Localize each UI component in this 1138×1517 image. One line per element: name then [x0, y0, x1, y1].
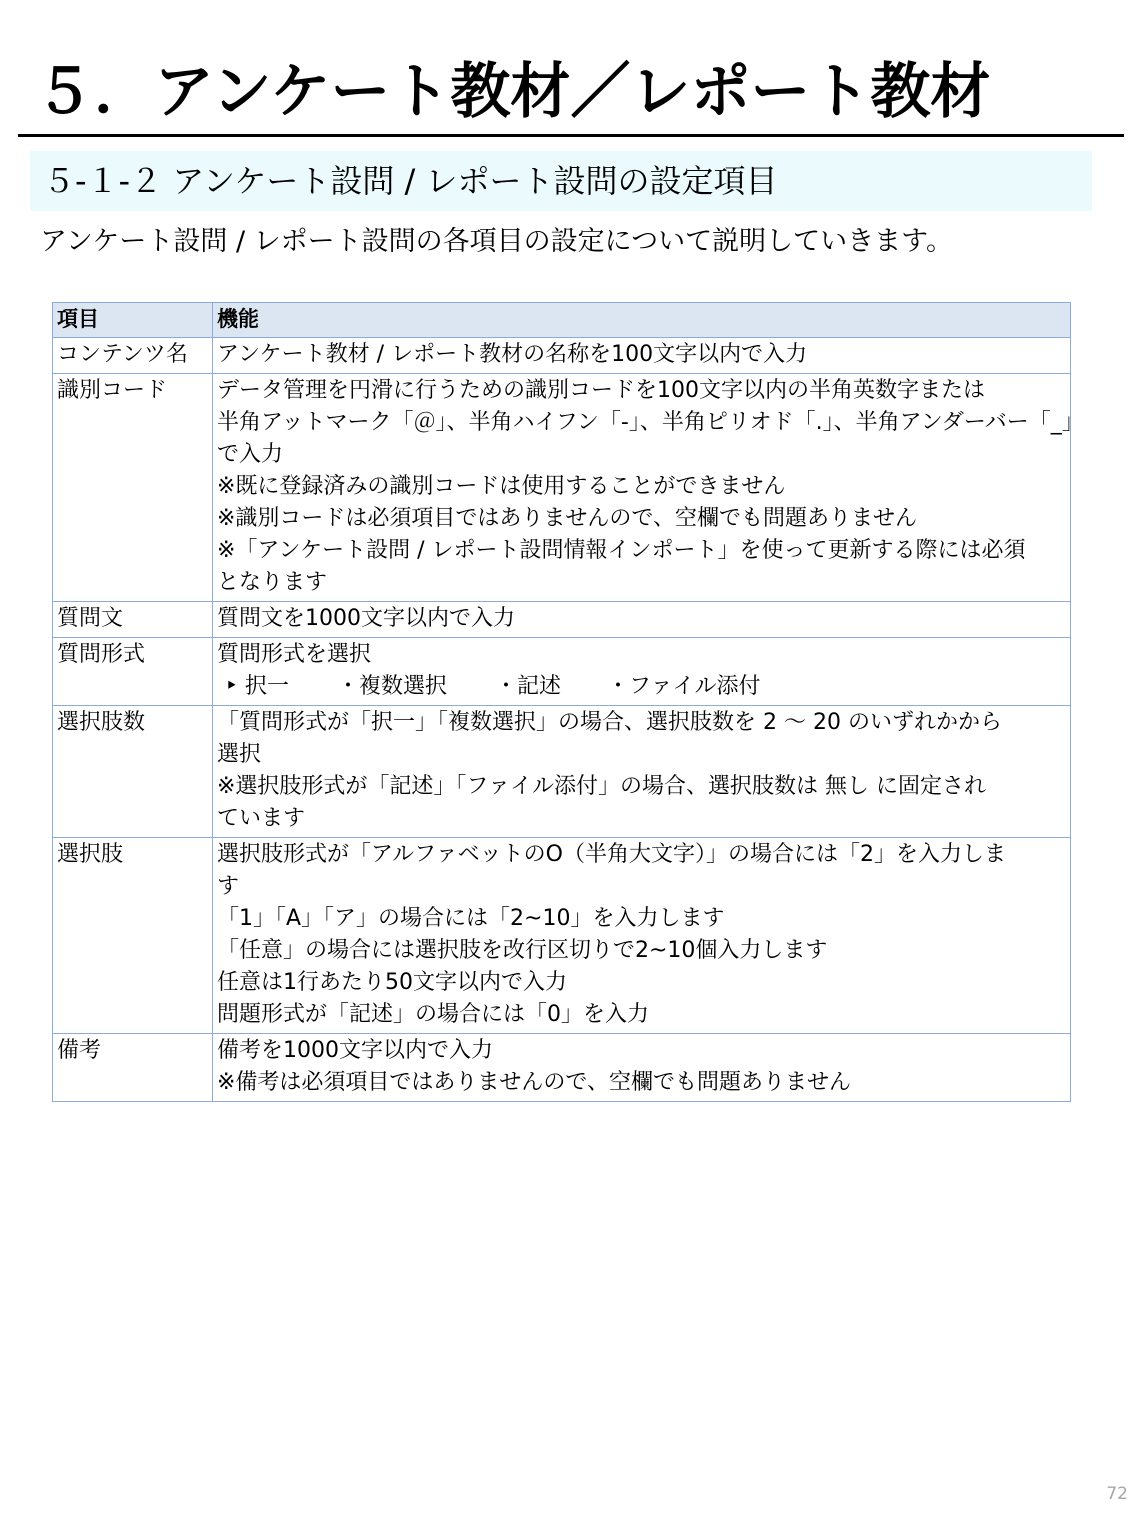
- description-line: アンケート教材 / レポート教材の名称を100文字以内で入力: [217, 342, 808, 367]
- option-file-attachment: ・ファイル添付: [607, 674, 761, 699]
- description-line: データ管理を円滑に行うための識別コードを100文字以内の半角英数字または: [217, 378, 985, 403]
- option-free-text: ・記述: [495, 674, 562, 699]
- row-item-label: 備考: [53, 1034, 213, 1102]
- table-row: [53, 706, 1071, 838]
- row-description: [213, 602, 1071, 638]
- description-line: 「質問形式が「択一」「複数選択」の場合、選択肢数を 2 ～ 20 のいずれかから: [217, 710, 1002, 735]
- table-row: [53, 338, 1071, 374]
- intro-text: アンケート設問 / レポート設問の各項目の設定について説明していきます。: [40, 226, 953, 257]
- header-item: 項目: [53, 303, 213, 338]
- row-item-label: コンテンツ名: [53, 338, 213, 374]
- description-line: 「任意」の場合には選択肢を改行区切りで2~10個入力します: [217, 938, 828, 963]
- description-line: ています: [217, 806, 306, 831]
- description-line: 質問文を1000文字以内で入力: [217, 606, 515, 631]
- row-description: [213, 374, 1084, 602]
- description-line: ※選択肢形式が「記述」「ファイル添付」の場合、選択肢数は 無し に固定され: [217, 774, 986, 799]
- description-line: ※識別コードは必須項目ではありませんので、空欄でも問題ありません: [217, 506, 917, 531]
- table-row: [53, 602, 1071, 638]
- description-line: 選択肢形式が「アルファベットのO（半角大文字）」の場合には「2」を入力しま: [217, 842, 1006, 867]
- table-row: [53, 374, 1071, 602]
- header-function: 機能: [213, 303, 1071, 338]
- row-item-label: 質問形式: [53, 638, 213, 706]
- table-header-row: [53, 303, 1071, 338]
- row-description: [213, 338, 1071, 374]
- row-description: [213, 706, 1071, 838]
- description-line: で入力: [217, 442, 284, 467]
- row-item-label: 質問文: [53, 602, 213, 638]
- description-line: 質問形式を選択: [217, 642, 372, 667]
- table-row: [53, 1034, 1071, 1102]
- description-line: 問題形式が「記述」の場合には「0」を入力: [217, 1002, 649, 1027]
- row-item-label: 識別コード: [53, 374, 213, 602]
- description-line: 任意は1行あたり50文字以内で入力: [217, 970, 567, 995]
- description-line: す: [217, 874, 240, 899]
- row-item-label: 選択肢数: [53, 706, 213, 838]
- title-divider: [18, 134, 1124, 137]
- option-single-choice: ‣ 択一: [225, 674, 289, 699]
- page-number: 72: [1106, 1484, 1128, 1504]
- description-line: ※既に登録済みの識別コードは使用することができません: [217, 474, 786, 499]
- row-item-label: 選択肢: [53, 838, 213, 1034]
- description-line: 選択: [217, 742, 262, 767]
- description-line: となります: [217, 570, 328, 595]
- page-title: ５．アンケート教材／レポート教材: [34, 57, 991, 127]
- description-line: 備考を1000文字以内で入力: [217, 1038, 493, 1063]
- row-description: [213, 838, 1071, 1034]
- description-line: ※「アンケート設問 / レポート設問情報インポート」を使って更新する際には必須: [217, 538, 1026, 563]
- settings-table: [52, 302, 1084, 1102]
- option-multiple-choice: ・複数選択: [337, 674, 448, 699]
- description-line: ※備考は必須項目ではありませんので、空欄でも問題ありません: [217, 1070, 851, 1095]
- section-heading: ５-１-２ アンケート設問 / レポート設問の設定項目: [43, 162, 778, 200]
- table-row: [53, 838, 1071, 1034]
- row-description: [213, 638, 1071, 706]
- row-description: [213, 1034, 1071, 1102]
- table-row: [53, 638, 1071, 706]
- question-format-options: [217, 671, 1066, 703]
- description-line: 半角アットマーク「＠」、半角ハイフン「-」、半角ピリオド「.」、半角アンダーバー「_」: [217, 410, 1084, 435]
- description-line: 「1」「A」「ア」の場合には「2~10」を入力します: [217, 906, 725, 931]
